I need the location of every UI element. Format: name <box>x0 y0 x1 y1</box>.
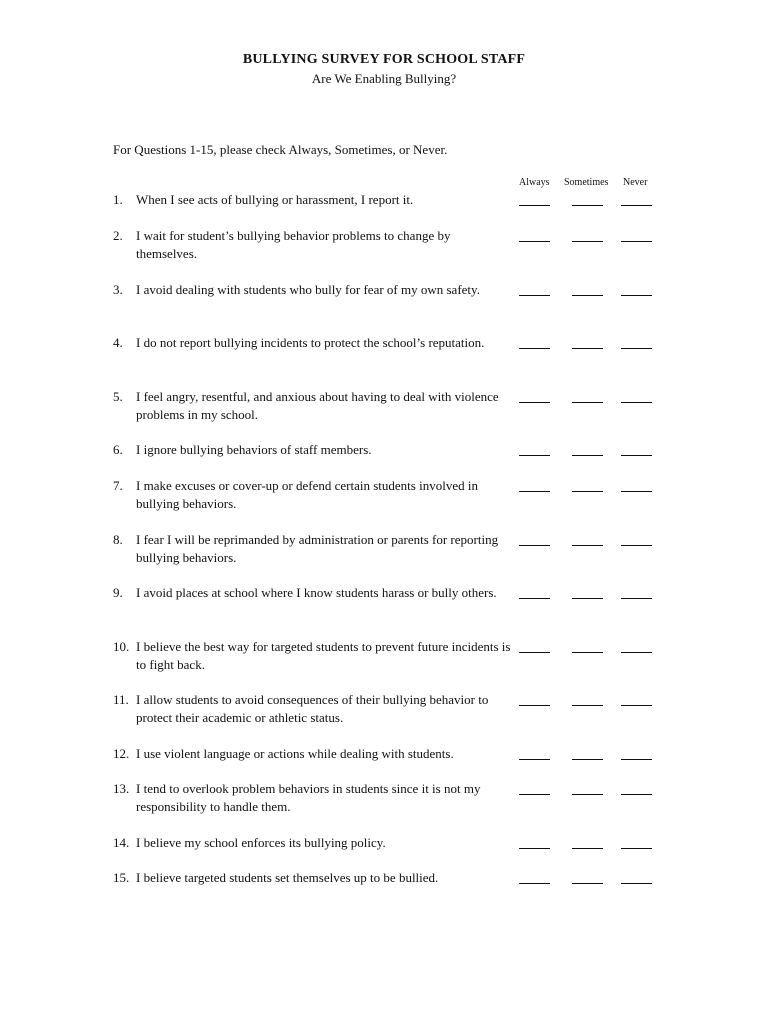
answer-blank-sometimes[interactable] <box>572 794 603 795</box>
question-number: 1. <box>113 192 123 207</box>
answer-blank-always[interactable] <box>519 794 550 795</box>
question-number: 11. <box>113 692 129 707</box>
answer-blank-never[interactable] <box>621 794 652 795</box>
question-item <box>113 638 513 674</box>
question-item <box>113 780 513 816</box>
question-item <box>113 281 513 299</box>
answer-blank-always[interactable] <box>519 455 550 456</box>
answer-blank-never[interactable] <box>621 295 652 296</box>
question-item <box>113 691 513 727</box>
question-text: I avoid places at school where I know students harass or bully others. <box>136 585 497 600</box>
question-text: I believe my school enforces its bullying policy. <box>136 835 386 850</box>
answer-blank-sometimes[interactable] <box>572 455 603 456</box>
instructions-text: For Questions 1-15, please check Always, Sometimes, or Never. <box>113 142 448 157</box>
question-text: When I see acts of bullying or harassment, I report it. <box>136 192 414 207</box>
question-number: 14. <box>113 835 130 850</box>
question-text: I avoid dealing with students who bully for fear of my own safety. <box>136 282 480 297</box>
answer-blank-sometimes[interactable] <box>572 652 603 653</box>
question-item <box>113 584 513 602</box>
answer-blank-sometimes[interactable] <box>572 759 603 760</box>
question-number: 3. <box>113 282 123 297</box>
answer-blank-never[interactable] <box>621 705 652 706</box>
answer-blank-sometimes[interactable] <box>572 883 603 884</box>
answer-blank-never[interactable] <box>621 759 652 760</box>
answer-blank-never[interactable] <box>621 883 652 884</box>
answer-blank-always[interactable] <box>519 348 550 349</box>
question-number: 10. <box>113 639 130 654</box>
answer-blank-never[interactable] <box>621 652 652 653</box>
question-number: 4. <box>113 335 123 350</box>
question-text: I believe targeted students set themselves up to be bullied. <box>136 870 439 885</box>
answer-blank-always[interactable] <box>519 598 550 599</box>
question-item <box>113 531 513 567</box>
question-number: 8. <box>113 532 123 547</box>
answer-blank-never[interactable] <box>621 455 652 456</box>
answer-blank-sometimes[interactable] <box>572 705 603 706</box>
answer-blank-always[interactable] <box>519 205 550 206</box>
answer-blank-never[interactable] <box>621 848 652 849</box>
answer-blank-never[interactable] <box>621 241 652 242</box>
question-number: 7. <box>113 478 123 493</box>
question-number: 15. <box>113 870 130 885</box>
answer-blank-always[interactable] <box>519 759 550 760</box>
question-number: 13. <box>113 781 130 796</box>
question-item <box>113 227 513 263</box>
answer-blank-sometimes[interactable] <box>572 545 603 546</box>
answer-blank-always[interactable] <box>519 402 550 403</box>
answer-blank-never[interactable] <box>621 205 652 206</box>
question-number: 9. <box>113 585 123 600</box>
question-item <box>113 745 513 763</box>
question-text: I feel angry, resentful, and anxious about having to deal with violence problems in my school. <box>136 389 499 422</box>
answer-blank-sometimes[interactable] <box>572 402 603 403</box>
question-item <box>113 191 513 209</box>
answer-blank-never[interactable] <box>621 491 652 492</box>
question-item <box>113 869 513 887</box>
question-text: I fear I will be reprimanded by administration or parents for reporting bullying behaviors. <box>136 532 499 565</box>
answer-blank-never[interactable] <box>621 545 652 546</box>
question-text: I tend to overlook problem behaviors in students since it is not my responsibility to handle them. <box>136 781 481 814</box>
question-text: I use violent language or actions while dealing with students. <box>136 746 454 761</box>
question-number: 2. <box>113 228 123 243</box>
question-text: I make excuses or cover-up or defend certain students involved in bullying behaviors. <box>136 478 478 511</box>
answer-blank-sometimes[interactable] <box>572 848 603 849</box>
question-number: 12. <box>113 746 130 761</box>
question-text: I believe the best way for targeted students to prevent future incidents is to fight back. <box>136 639 511 672</box>
question-item <box>113 441 513 459</box>
answer-blank-always[interactable] <box>519 848 550 849</box>
answer-blank-sometimes[interactable] <box>572 598 603 599</box>
question-text: I allow students to avoid consequences of their bullying behavior to protect their academic or athletic status. <box>136 692 489 725</box>
question-item <box>113 477 513 513</box>
answer-blank-always[interactable] <box>519 241 550 242</box>
answer-blank-sometimes[interactable] <box>572 241 603 242</box>
column-header-never: Never <box>623 177 648 188</box>
answer-blank-sometimes[interactable] <box>572 491 603 492</box>
question-text: I ignore bullying behaviors of staff members. <box>136 442 372 457</box>
question-text: I do not report bullying incidents to protect the school’s reputation. <box>136 335 485 350</box>
answer-blank-always[interactable] <box>519 652 550 653</box>
question-text: I wait for student’s bullying behavior problems to change by themselves. <box>136 228 451 261</box>
answer-blank-always[interactable] <box>519 545 550 546</box>
answer-blank-always[interactable] <box>519 491 550 492</box>
question-item <box>113 334 513 352</box>
answer-blank-never[interactable] <box>621 402 652 403</box>
question-item <box>113 834 513 852</box>
question-number: 5. <box>113 389 123 404</box>
answer-blank-sometimes[interactable] <box>572 348 603 349</box>
answer-blank-always[interactable] <box>519 705 550 706</box>
column-header-always: Always <box>519 177 550 188</box>
question-number: 6. <box>113 442 123 457</box>
question-item <box>113 388 513 424</box>
column-header-sometimes: Sometimes <box>564 177 609 188</box>
answer-blank-sometimes[interactable] <box>572 295 603 296</box>
answer-blank-always[interactable] <box>519 295 550 296</box>
survey-subtitle: Are We Enabling Bullying? <box>311 71 457 86</box>
answer-blank-always[interactable] <box>519 883 550 884</box>
answer-blank-sometimes[interactable] <box>572 205 603 206</box>
survey-title: BULLYING SURVEY FOR SCHOOL STAFF <box>242 52 526 67</box>
answer-blank-never[interactable] <box>621 598 652 599</box>
answer-blank-never[interactable] <box>621 348 652 349</box>
